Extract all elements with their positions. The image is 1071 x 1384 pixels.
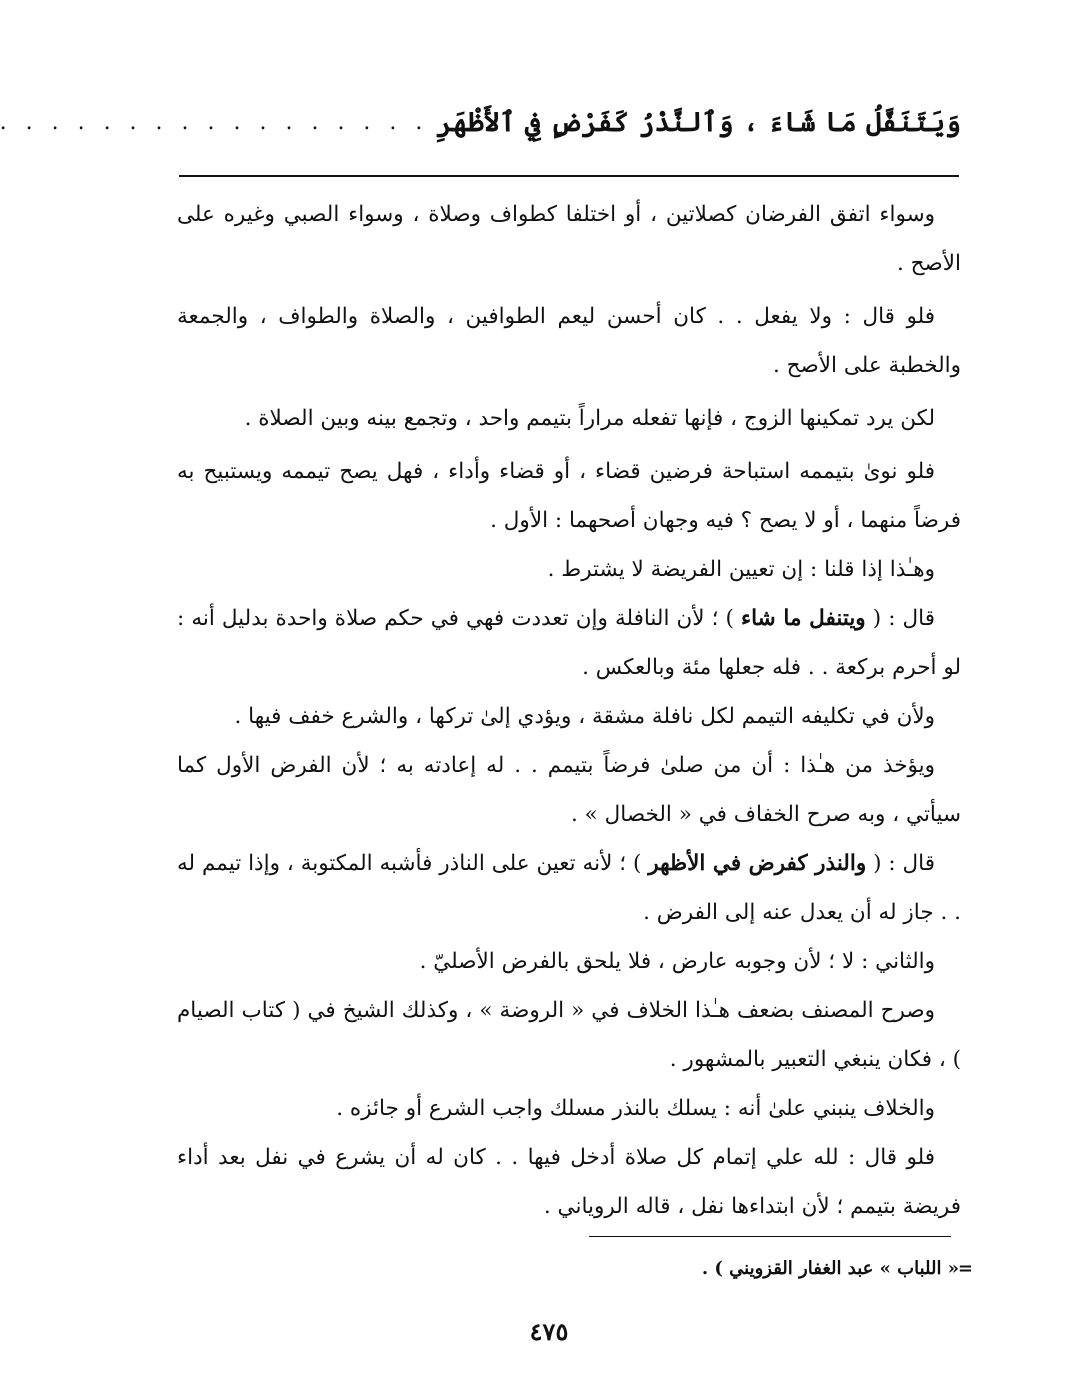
paragraph-12: والخلاف ينبني علىٰ أنه : يسلك بالنذر مسلك واجب الشرع أو جائزه . [336,1096,935,1121]
footnote-continuation-mark: = [957,1258,973,1279]
quoted-matn-1: ويتنفل ما شاء [741,606,866,631]
matn-text: وَيَتَنَفَّلُ مَا شَاءَ ، وَٱلنَّذْرُ كَفَرْضٍ فِي ٱلأَظْهَرِ [436,106,961,138]
matn-header [0,92,961,152]
paragraph-9-pre: قال : ( [866,851,935,876]
paragraph-4: فلو نوىٰ بتيممه استباحة فرضين قضاء ، أو قضاء وأداء ، فهل يصح تيممه ويستبيح به فرضاً منهما ، أو لا يصح ؟ فيه وجهان أصحهما : الأول . [177,459,961,533]
footnote: « اللباب » عبد الغفار القزويني ) . [701,1258,959,1279]
quoted-matn-2: والنذر كفرض في الأظهر [648,851,867,876]
paragraph-1: وسواء اتفق الفرضان كصلاتين ، أو اختلفا كطواف وصلاة ، وسواء الصبي وغيره على الأصح . [177,202,961,276]
paragraph-9-post: ) ؛ لأنه تعين على الناذر فأشبه المكتوبة ، وإذا تيمم له . . جاز له أن يعدل عنه إلى الفرض . [177,851,961,925]
paragraph-6-post: ) ؛ لأن النافلة وإن تعددت فهي في حكم صلاة واحدة بدليل أنه : لو أحرم بركعة . . فله جعلها مئة وبالعكس . [177,606,961,680]
paragraph-6-pre: قال : ( [865,606,935,631]
paragraph-6 [177,594,961,692]
paragraph-2: فلو قال : ولا يفعل . . كان أحسن ليعم الطوافين ، والصلاة والطواف ، والجمعة والخطبة على الأصح . [177,304,961,378]
paragraph-9 [177,839,961,937]
header-divider [179,175,959,177]
footnote-divider [589,1236,951,1237]
paragraph-8: ويؤخذ من هـٰذا : أن من صلىٰ فرضاً بتيمم . . له إعادته به ؛ لأن الفرض الأول كما سيأتي ، وبه صرح الخفاف في « الخصال » . [177,753,961,827]
paragraph-7: ولأن في تكليفه التيمم لكل نافلة مشقة ، ويؤدي إلىٰ تركها ، والشرع خفف فيها . [234,704,935,729]
commentary-body [177,190,961,1231]
paragraph-10: والثاني : لا ؛ لأن وجوبه عارض ، فلا يلحق بالفرض الأصليّ . [419,949,935,974]
header-dot-leader: . . . . . . . . . . . . . . . . . [0,109,429,135]
paragraph-5: وهـٰذا إذا قلنا : إن تعيين الفريضة لا يشترط . [547,557,935,582]
paragraph-3: لكن يرد تمكينها الزوج ، فإنها تفعله مراراً بتيمم واحد ، وتجمع بينه وبين الصلاة . [244,406,935,431]
page-number: ٤٧٥ [529,1317,569,1346]
paragraph-11: وصرح المصنف بضعف هـٰذا الخلاف في « الروضة » ، وكذلك الشيخ في ( كتاب الصيام ) ، فكان ينبغي التعبير بالمشهور . [177,998,961,1072]
paragraph-13: فلو قال : لله علي إتمام كل صلاة أدخل فيها . . كان له أن يشرع في نفل بعد أداء فريضة بتيمم ؛ لأن ابتداءها نفل ، قاله الروياني . [177,1145,961,1219]
